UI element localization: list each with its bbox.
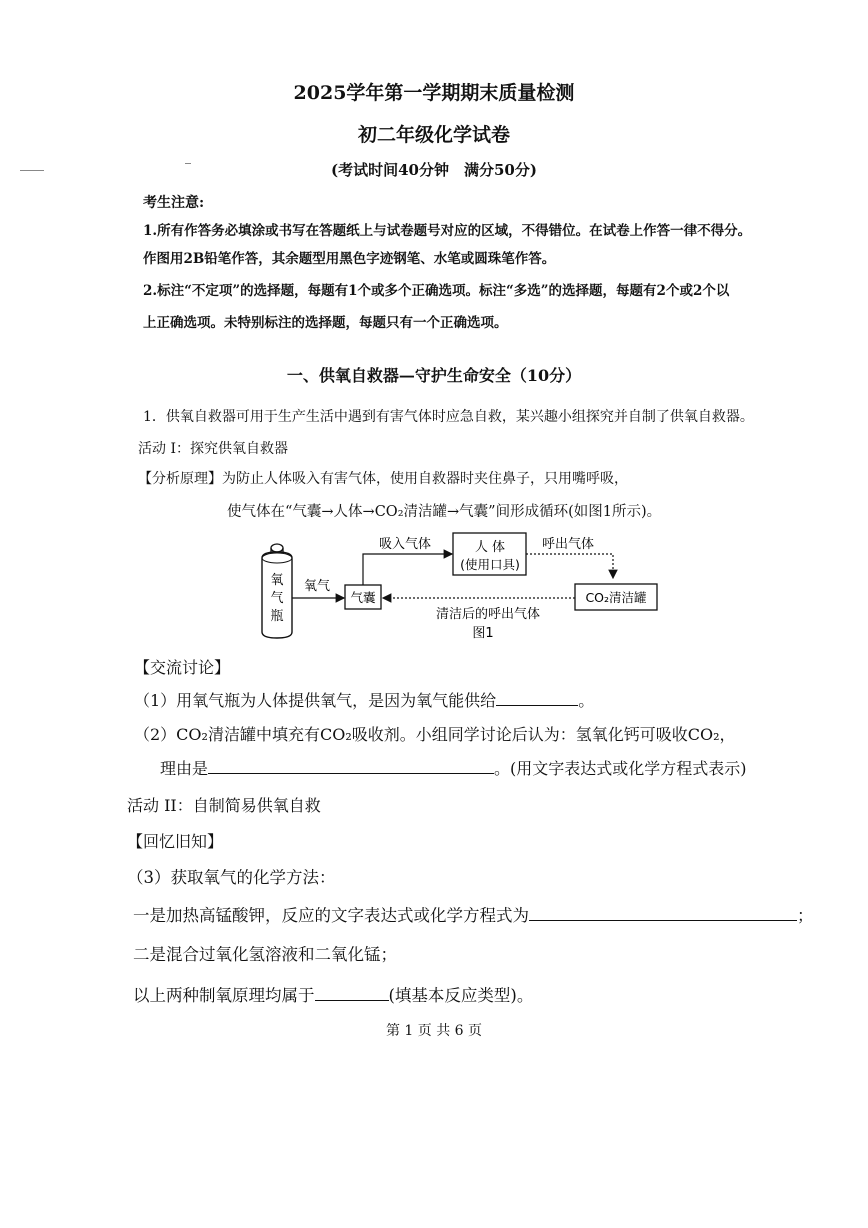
notice-line-1: 1.所有作答务必填涂或书写在答题纸上与试卷题号对应的区域，不得错位。在试卷上作答一律不得分。 <box>143 223 752 239</box>
cylinder-label-2: 气 <box>270 591 284 606</box>
exam-info: (考试时间40分钟 满分50分) <box>331 161 537 179</box>
inhale-label: 吸入气体 <box>378 537 432 552</box>
section-title: 一、供氧自救器—守护生命安全（10分） <box>286 366 582 385</box>
reaction-type-end: (填基本反应类型)。 <box>388 986 534 1005</box>
method-1-text: 一是加热高锰酸钾，反应的文字表达式或化学方程式为 <box>133 906 529 925</box>
oxygen-cylinder <box>262 544 292 638</box>
recall-heading: 【回忆旧知】 <box>127 832 224 851</box>
answer-blank-4[interactable] <box>315 984 389 1001</box>
activity-1-heading: 活动 I：探究供氧自救器 <box>138 441 288 457</box>
notice-line-2: 作图用2B铅笔作答，其余题型用黑色字迹钢笔、水笔或圆珠笔作答。 <box>143 251 556 267</box>
notice-line-3: 2.标注“不定项”的选择题，每题有1个或多个正确选项。标注“多选”的选择题，每题有2个或2个以 <box>143 283 730 299</box>
figure-1-diagram <box>250 528 680 648</box>
question-1-3: （3）获取氧气的化学方法： <box>127 868 336 887</box>
figure-caption: 图1 <box>472 626 494 641</box>
exhale-arrow <box>526 554 613 578</box>
person-label: 人 体 <box>474 540 506 555</box>
answer-blank-1[interactable] <box>496 689 578 706</box>
principle-line-1: 【分析原理】为防止人体吸入有害气体，使用自救器时夹住鼻子，只用嘴呼吸， <box>138 471 628 487</box>
notice-line-4: 上正确选项。未特别标注的选择题，每题只有一个正确选项。 <box>143 315 508 331</box>
discussion-heading: 【交流讨论】 <box>134 658 231 677</box>
method-1-line <box>133 902 814 926</box>
question-1-1-end: 。 <box>578 691 595 710</box>
answer-blank-3[interactable] <box>529 904 797 921</box>
reaction-type-text: 以上两种制氧原理均属于 <box>133 986 315 1005</box>
activity-2-heading: 活动 II：自制简易供氧自救 <box>127 796 321 815</box>
question-1-1-text: （1）用氧气瓶为人体提供氧气，是因为氧气能供给 <box>134 691 497 710</box>
method-2-line: 二是混合过氧化氢溶液和二氧化锰； <box>133 945 397 964</box>
co2-canister-label: CO₂清洁罐 <box>585 590 647 605</box>
exam-subtitle: 初二年级化学试卷 <box>357 124 510 146</box>
person-sublabel: (使用口具) <box>460 557 520 572</box>
answer-blank-2[interactable] <box>208 757 494 774</box>
question-1-2-line-2 <box>160 756 747 779</box>
method-1-end: ； <box>797 906 814 925</box>
question-1-1 <box>134 688 594 711</box>
reaction-type-line <box>133 982 533 1006</box>
page-number: 第 1 页 共 6 页 <box>385 1023 483 1039</box>
cylinder-label-3: 瓶 <box>270 609 284 624</box>
cylinder-label-1: 氧 <box>270 573 284 588</box>
exhale-label: 呼出气体 <box>541 537 595 552</box>
question-1-intro: 1．供氧自救器可用于生产生活中遇到有害气体时应急自救，某兴趣小组探究并自制了供氧自救器。 <box>143 409 754 425</box>
cleaned-gas-label: 清洁后的呼出气体 <box>435 607 541 622</box>
inhale-arrow <box>363 554 452 585</box>
exam-title: 2025学年第一学期期末质量检测 <box>293 82 575 104</box>
air-bag-label: 气囊 <box>350 590 376 605</box>
question-1-2-reason-label: 理由是 <box>160 759 209 778</box>
oxygen-label: 氧气 <box>303 579 331 594</box>
question-1-2-line-1: （2）CO₂清洁罐中填充有CO₂吸收剂。小组同学讨论后认为：氢氧化钙可吸收CO₂， <box>134 725 736 744</box>
notice-heading: 考生注意: <box>143 195 205 211</box>
question-1-2-end: 。(用文字表达式或化学方程式表示) <box>494 759 747 778</box>
principle-line-2: 使气体在“气囊→人体→CO₂清洁罐→气囊”间形成循环(如图1所示)。 <box>227 504 662 520</box>
